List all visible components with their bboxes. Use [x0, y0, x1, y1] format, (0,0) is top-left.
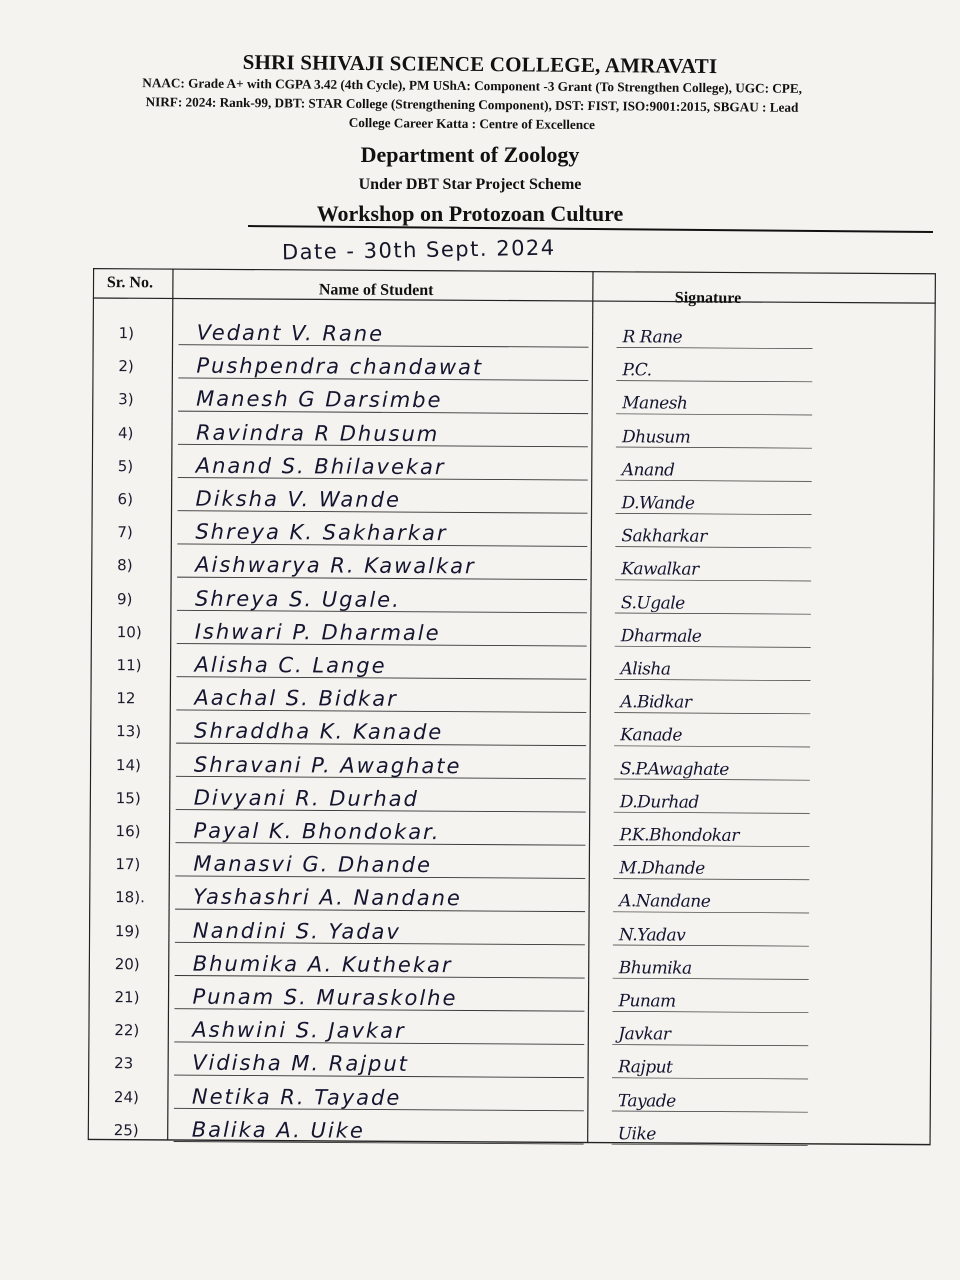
row-serial-number: 4) — [117, 423, 134, 442]
student-name: Ashwini S. Javkar — [192, 1017, 406, 1044]
student-signature: M.Dhande — [619, 858, 705, 879]
student-name: Balika A. Uike — [191, 1117, 365, 1143]
student-name: Diksha V. Wande — [195, 486, 401, 512]
student-name: Nandini S. Yadav — [192, 918, 401, 944]
student-signature: A.Bidkar — [620, 692, 692, 713]
table-row — [91, 578, 934, 615]
student-name: Punam S. Muraskolhe — [192, 984, 458, 1011]
row-serial-number: 1) — [118, 324, 135, 343]
handwritten-date: Date - 30th Sept. 2024 — [281, 235, 556, 265]
student-signature: P.K.Bhondokar — [619, 825, 739, 846]
table-row — [88, 1042, 931, 1079]
row-serial-number: 20) — [114, 954, 140, 974]
row-serial-number: 25) — [113, 1120, 139, 1140]
accreditation-line-2: NIRF: 2024: Rank-99, DBT: STAR College (Strengthening Component), DST: FIST, ISO:9001:2015, SBGAU : Lead — [145, 94, 799, 115]
table-row — [89, 876, 932, 913]
row-serial-number: 14) — [115, 755, 141, 774]
student-name: Netika R. Tayade — [191, 1084, 402, 1110]
student-signature: Uike — [617, 1124, 656, 1145]
student-signature: D.Wande — [621, 493, 695, 514]
scheme-subtitle: Under DBT Star Project Scheme — [358, 176, 582, 193]
student-name: Shreya S. Ugale. — [194, 586, 401, 612]
row-serial-number: 18). — [115, 888, 145, 907]
student-signature: Javkar — [618, 1024, 671, 1045]
student-name: Payal K. Bhondokar. — [193, 818, 441, 845]
row-serial-number: 9) — [116, 589, 133, 608]
table-row — [91, 644, 934, 681]
table-row — [89, 943, 932, 980]
table-row — [90, 710, 933, 747]
student-signature: Kanade — [620, 725, 683, 746]
accreditation-line-1: NAAC: Grade A+ with CGPA 3.42 (4th Cycle), PM UShA: Component -3 Grant (To Strengthen College), UGC: CPE, — [142, 75, 803, 96]
student-name: Divyani R. Durhad — [193, 785, 419, 811]
row-serial-number: 2) — [118, 357, 134, 376]
table-row — [92, 378, 935, 415]
column-header-sr-no: Sr. No. — [106, 274, 154, 292]
student-name: Manasvi G. Dhande — [193, 851, 433, 878]
student-name: Pushpendra chandawat — [196, 353, 484, 380]
table-row — [93, 312, 936, 349]
row-serial-number: 22) — [114, 1021, 140, 1040]
student-signature: Punam — [618, 991, 676, 1012]
student-signature: S.P.Awaghate — [619, 758, 729, 780]
student-rows — [88, 268, 936, 1153]
table-row — [89, 843, 932, 880]
department-title: Department of Zoology — [360, 142, 580, 167]
row-serial-number: 8) — [117, 556, 133, 575]
student-signature: Anand — [621, 460, 675, 481]
student-signature: R Rane — [622, 327, 683, 348]
row-serial-number: 17) — [115, 855, 141, 874]
student-name: Ishwari P. Dharmale — [194, 619, 441, 645]
table-row — [88, 1109, 931, 1146]
table-row — [88, 1009, 931, 1046]
student-signature: N.Yadav — [618, 924, 686, 946]
student-name: Manesh G Darsimbe — [196, 387, 443, 413]
workshop-title: Workshop on Protozoan Culture — [316, 201, 624, 226]
student-name: Aishwarya R. Kawalkar — [195, 553, 476, 579]
row-serial-number: 6) — [117, 490, 134, 509]
row-serial-number: 12 — [116, 689, 136, 708]
table-row — [88, 976, 931, 1013]
student-signature: S.Ugale — [620, 592, 685, 614]
student-name: Alisha C. Lange — [194, 652, 387, 678]
row-serial-number: 3) — [118, 390, 134, 409]
row-serial-number: 10) — [116, 622, 142, 642]
student-name: Vidisha M. Rajput — [192, 1051, 410, 1077]
student-name: Vedant V. Rane — [196, 320, 385, 346]
student-name: Shraddha K. Kanade — [194, 719, 444, 745]
table-row — [89, 910, 932, 947]
accreditation-text — [102, 73, 842, 136]
row-serial-number: 19) — [114, 921, 140, 940]
student-signature: A.Nandane — [619, 891, 711, 913]
row-serial-number: 16) — [115, 822, 141, 841]
student-name: Aachal S. Bidkar — [194, 685, 398, 712]
row-serial-number: 7) — [117, 523, 133, 542]
student-signature: D.Durhad — [619, 792, 699, 813]
row-serial-number: 24) — [113, 1087, 139, 1106]
student-signature: Manesh — [622, 393, 688, 415]
student-signature: Rajput — [618, 1057, 673, 1078]
student-name: Ravindra R Dhusum — [195, 420, 440, 446]
table-row — [92, 412, 935, 449]
student-name: Yashashri A. Nandane — [193, 885, 462, 911]
table-row — [91, 511, 934, 548]
student-name: Shreya K. Sakharkar — [195, 519, 448, 546]
student-signature: Sakharkar — [621, 526, 707, 547]
row-serial-number: 13) — [116, 722, 142, 741]
table-row — [91, 611, 934, 648]
college-name: SHRI SHIVAJI SCIENCE COLLEGE, AMRAVATI — [242, 49, 718, 79]
student-signature: Dharmale — [620, 626, 702, 647]
student-signature: Dhusum — [621, 426, 691, 448]
row-serial-number: 5) — [117, 456, 134, 476]
student-signature: Bhumika — [618, 958, 692, 979]
row-serial-number: 21) — [114, 988, 140, 1007]
student-signature: Tayade — [617, 1090, 676, 1112]
row-serial-number: 23 — [114, 1054, 134, 1073]
student-signature: Alisha — [620, 659, 671, 680]
column-header-signature: Signature — [674, 289, 742, 307]
accreditation-line-3: College Career Katta : Centre of Excellence — [348, 114, 595, 133]
student-name: Bhumika A. Kuthekar — [192, 951, 453, 978]
column-header-name: Name of Student — [318, 281, 434, 300]
attendance-table — [88, 268, 936, 1153]
row-serial-number: 15) — [115, 788, 141, 808]
table-row — [92, 345, 935, 382]
student-name: Anand S. Bhilavekar — [195, 453, 446, 479]
table-row — [92, 478, 935, 515]
student-signature: Kawalkar — [621, 559, 699, 581]
row-serial-number: 11) — [116, 656, 142, 675]
student-name: Shravani P. Awaghate — [193, 752, 462, 778]
table-row — [89, 810, 932, 847]
student-signature: P.C. — [622, 360, 652, 381]
table-row — [90, 777, 933, 814]
table-row — [90, 744, 933, 781]
table-row — [92, 445, 935, 482]
table-row — [88, 1076, 931, 1113]
table-row — [91, 544, 934, 581]
table-row — [90, 677, 933, 714]
